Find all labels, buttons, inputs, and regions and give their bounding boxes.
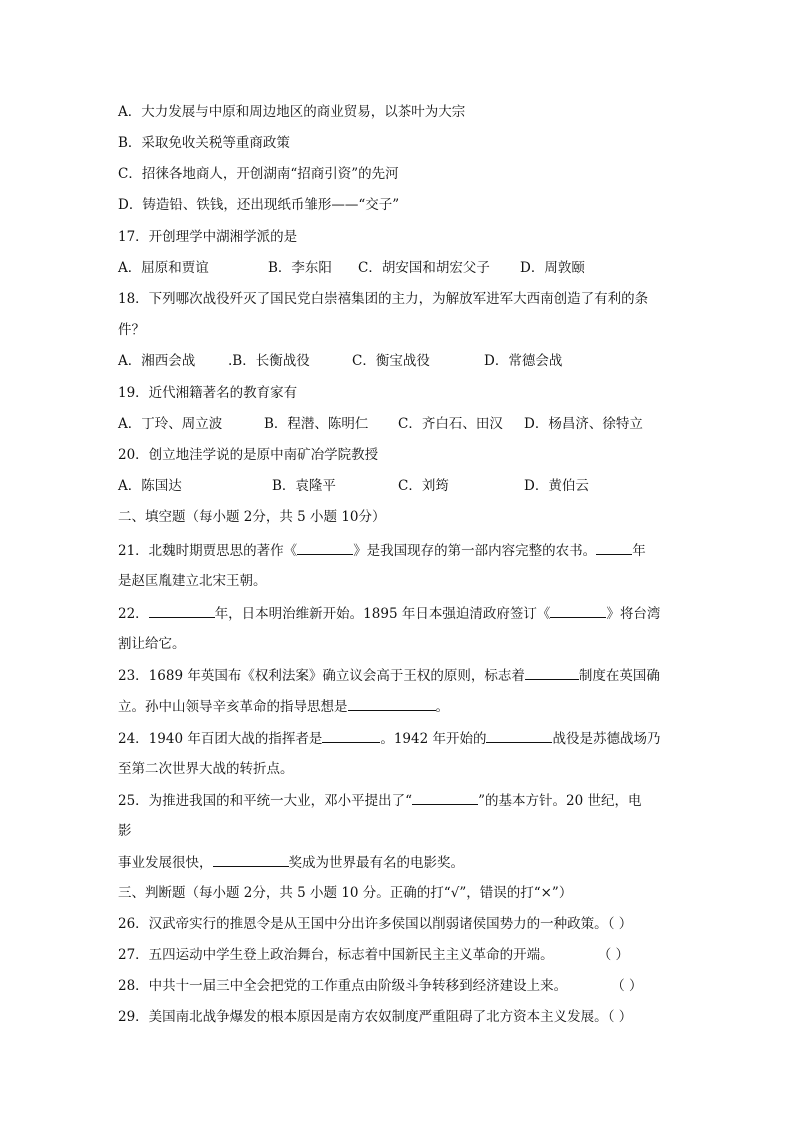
q25-part2: ”的基本方针。20 世纪，电 bbox=[478, 793, 642, 809]
q28-answer-paren[interactable]: （ ） bbox=[611, 978, 643, 994]
q23-line2-part1: 立。孙中山领导辛亥革命的指导思想是 bbox=[118, 699, 348, 715]
q16-option-a: A．大力发展与中原和周边地区的商业贸易，以茶叶为大宗 bbox=[118, 104, 466, 120]
q16-option-b: B．采取免收关税等重商政策 bbox=[118, 135, 290, 151]
q29-line bbox=[118, 1007, 632, 1027]
q19-options bbox=[0, 414, 794, 434]
q18-option-c: C．衡宝战役 bbox=[352, 353, 430, 369]
q24-part1: 24．1940 年百团大战的指挥者是 bbox=[118, 731, 323, 747]
q18-options bbox=[0, 351, 794, 371]
q23-part2: 制度在英国确 bbox=[578, 668, 660, 684]
q18-option-a: A．湘西会战 bbox=[118, 353, 196, 369]
q25-line3-part2: 奖成为世界最有名的电影奖。 bbox=[288, 855, 464, 871]
q21-line2: 是赵匡胤建立北宋王朝。 bbox=[118, 573, 267, 589]
q17-option-c: C．胡安国和胡宏父子 bbox=[358, 260, 490, 276]
q25-part1: 25．为推进我国的和平统一大业，邓小平提出了“ bbox=[118, 793, 413, 809]
q25-line3 bbox=[118, 852, 464, 873]
q22-blank-2[interactable] bbox=[550, 603, 606, 618]
q20-option-d: D．黄伯云 bbox=[524, 478, 589, 494]
q24-line2: 至第二次世界大战的转折点。 bbox=[118, 761, 294, 777]
q25-line3-part1: 事业发展很快， bbox=[118, 855, 213, 871]
q25-blank-2[interactable] bbox=[213, 852, 289, 867]
q24-line1 bbox=[118, 728, 660, 749]
q18-option-b: .B．长衡战役 bbox=[228, 353, 310, 369]
q26-answer-paren[interactable]: （ ） bbox=[607, 916, 633, 932]
q19-option-a: A．丁玲、周立波 bbox=[118, 416, 223, 432]
q18-option-d: D．常德会战 bbox=[484, 353, 563, 369]
q19-option-b: B．程潜、陈明仁 bbox=[264, 416, 369, 432]
q19-stem: 19．近代湘籍著名的教育家有 bbox=[118, 385, 298, 401]
q24-blank-2[interactable] bbox=[486, 728, 552, 743]
q22-line1 bbox=[118, 603, 660, 624]
q23-line2 bbox=[118, 696, 449, 717]
q24-part3: 战役是苏德战场乃 bbox=[552, 731, 661, 747]
q21-part1: 21．北魏时期贾思思的著作《 bbox=[118, 543, 298, 559]
q26-text: 26．汉武帝实行的推恩令是从王国中分出许多侯国以削弱诸侯国势力的一种政策。 bbox=[118, 916, 608, 932]
q27-answer-paren[interactable]: （ ） bbox=[597, 947, 629, 963]
q20-options bbox=[0, 476, 794, 496]
q21-blank-1[interactable] bbox=[297, 540, 353, 555]
q28-text: 28．中共十一届三中全会把党的工作重点由阶级斗争转移到经济建设上来。 bbox=[118, 978, 568, 994]
q16-option-c: C．招徕各地商人，开创湖南“招商引资”的先河 bbox=[118, 166, 399, 182]
q23-line1 bbox=[118, 665, 660, 686]
q22-line2: 割让给它。 bbox=[118, 636, 186, 652]
q28-line bbox=[118, 976, 642, 996]
q20-option-a: A．陈国达 bbox=[118, 478, 182, 494]
q18-stem-line1: 18．下列哪次战役歼灭了国民党白崇禧集团的主力，为解放军进军大西南创造了有利的条 bbox=[118, 291, 649, 307]
q29-answer-paren[interactable]: （ ） bbox=[607, 1009, 633, 1025]
q22-part3: 》将台湾 bbox=[606, 606, 661, 622]
q17-stem: 17．开创理学中湖湘学派的是 bbox=[118, 229, 298, 245]
q25-blank-1[interactable] bbox=[412, 790, 478, 805]
q20-stem: 20．创立地洼学说的是原中南矿冶学院教授 bbox=[118, 447, 379, 463]
q23-part1: 23．1689 年英国布《权利法案》确立议会高于王权的原则，标志着 bbox=[118, 668, 525, 684]
q24-part2: 。1942 年开始的 bbox=[380, 731, 487, 747]
q25-line1 bbox=[118, 790, 641, 811]
q29-text: 29．美国南北战争爆发的根本原因是南方农奴制度严重阻碍了北方资本主义发展。 bbox=[118, 1009, 608, 1025]
q17-option-a: A．屈原和贾谊 bbox=[118, 260, 209, 276]
q19-option-c: C．齐白石、田汉 bbox=[398, 416, 503, 432]
q16-option-d: D．铸造铅、铁钱，还出现纸币雏形——“交子” bbox=[118, 197, 400, 213]
q17-option-d: D．周敦颐 bbox=[520, 260, 585, 276]
q22-part1: 22． bbox=[118, 606, 149, 622]
q23-line2-part2: 。 bbox=[435, 699, 449, 715]
q21-part3: 年 bbox=[632, 543, 646, 559]
section3-title: 三、判断题（每小题 2分，共 5 小题 10 分。正确的打“√”，错误的打“×”） bbox=[118, 885, 573, 901]
q21-line1 bbox=[118, 540, 646, 561]
section2-title: 二、填空题（每小题 2分，共 5 小题 10分） bbox=[118, 509, 386, 525]
q22-part2: 年，日本明治维新开始。1895 年日本强迫清政府签订《 bbox=[214, 606, 551, 622]
q27-text: 27．五四运动中学生登上政治舞台，标志着中国新民主主义革命的开端。 bbox=[118, 947, 554, 963]
q26-line bbox=[118, 914, 632, 934]
q21-part2: 》是我国现存的第一部内容完整的农书。 bbox=[353, 543, 597, 559]
q22-blank-1[interactable] bbox=[149, 603, 215, 618]
q19-option-d: D．杨昌济、徐特立 bbox=[524, 416, 643, 432]
q24-blank-1[interactable] bbox=[322, 728, 380, 743]
q18-stem-line2: 件？ bbox=[118, 322, 145, 338]
q20-option-c: C．刘筠 bbox=[398, 478, 449, 494]
q21-blank-2[interactable] bbox=[596, 540, 632, 555]
q25-line2: 影 bbox=[118, 823, 132, 839]
q17-options bbox=[0, 258, 794, 278]
q23-blank-1[interactable] bbox=[525, 665, 579, 680]
q20-option-b: B．袁隆平 bbox=[272, 478, 336, 494]
q27-line bbox=[118, 945, 629, 965]
q23-blank-2[interactable] bbox=[348, 696, 436, 711]
q17-option-b: B．李东阳 bbox=[268, 260, 332, 276]
